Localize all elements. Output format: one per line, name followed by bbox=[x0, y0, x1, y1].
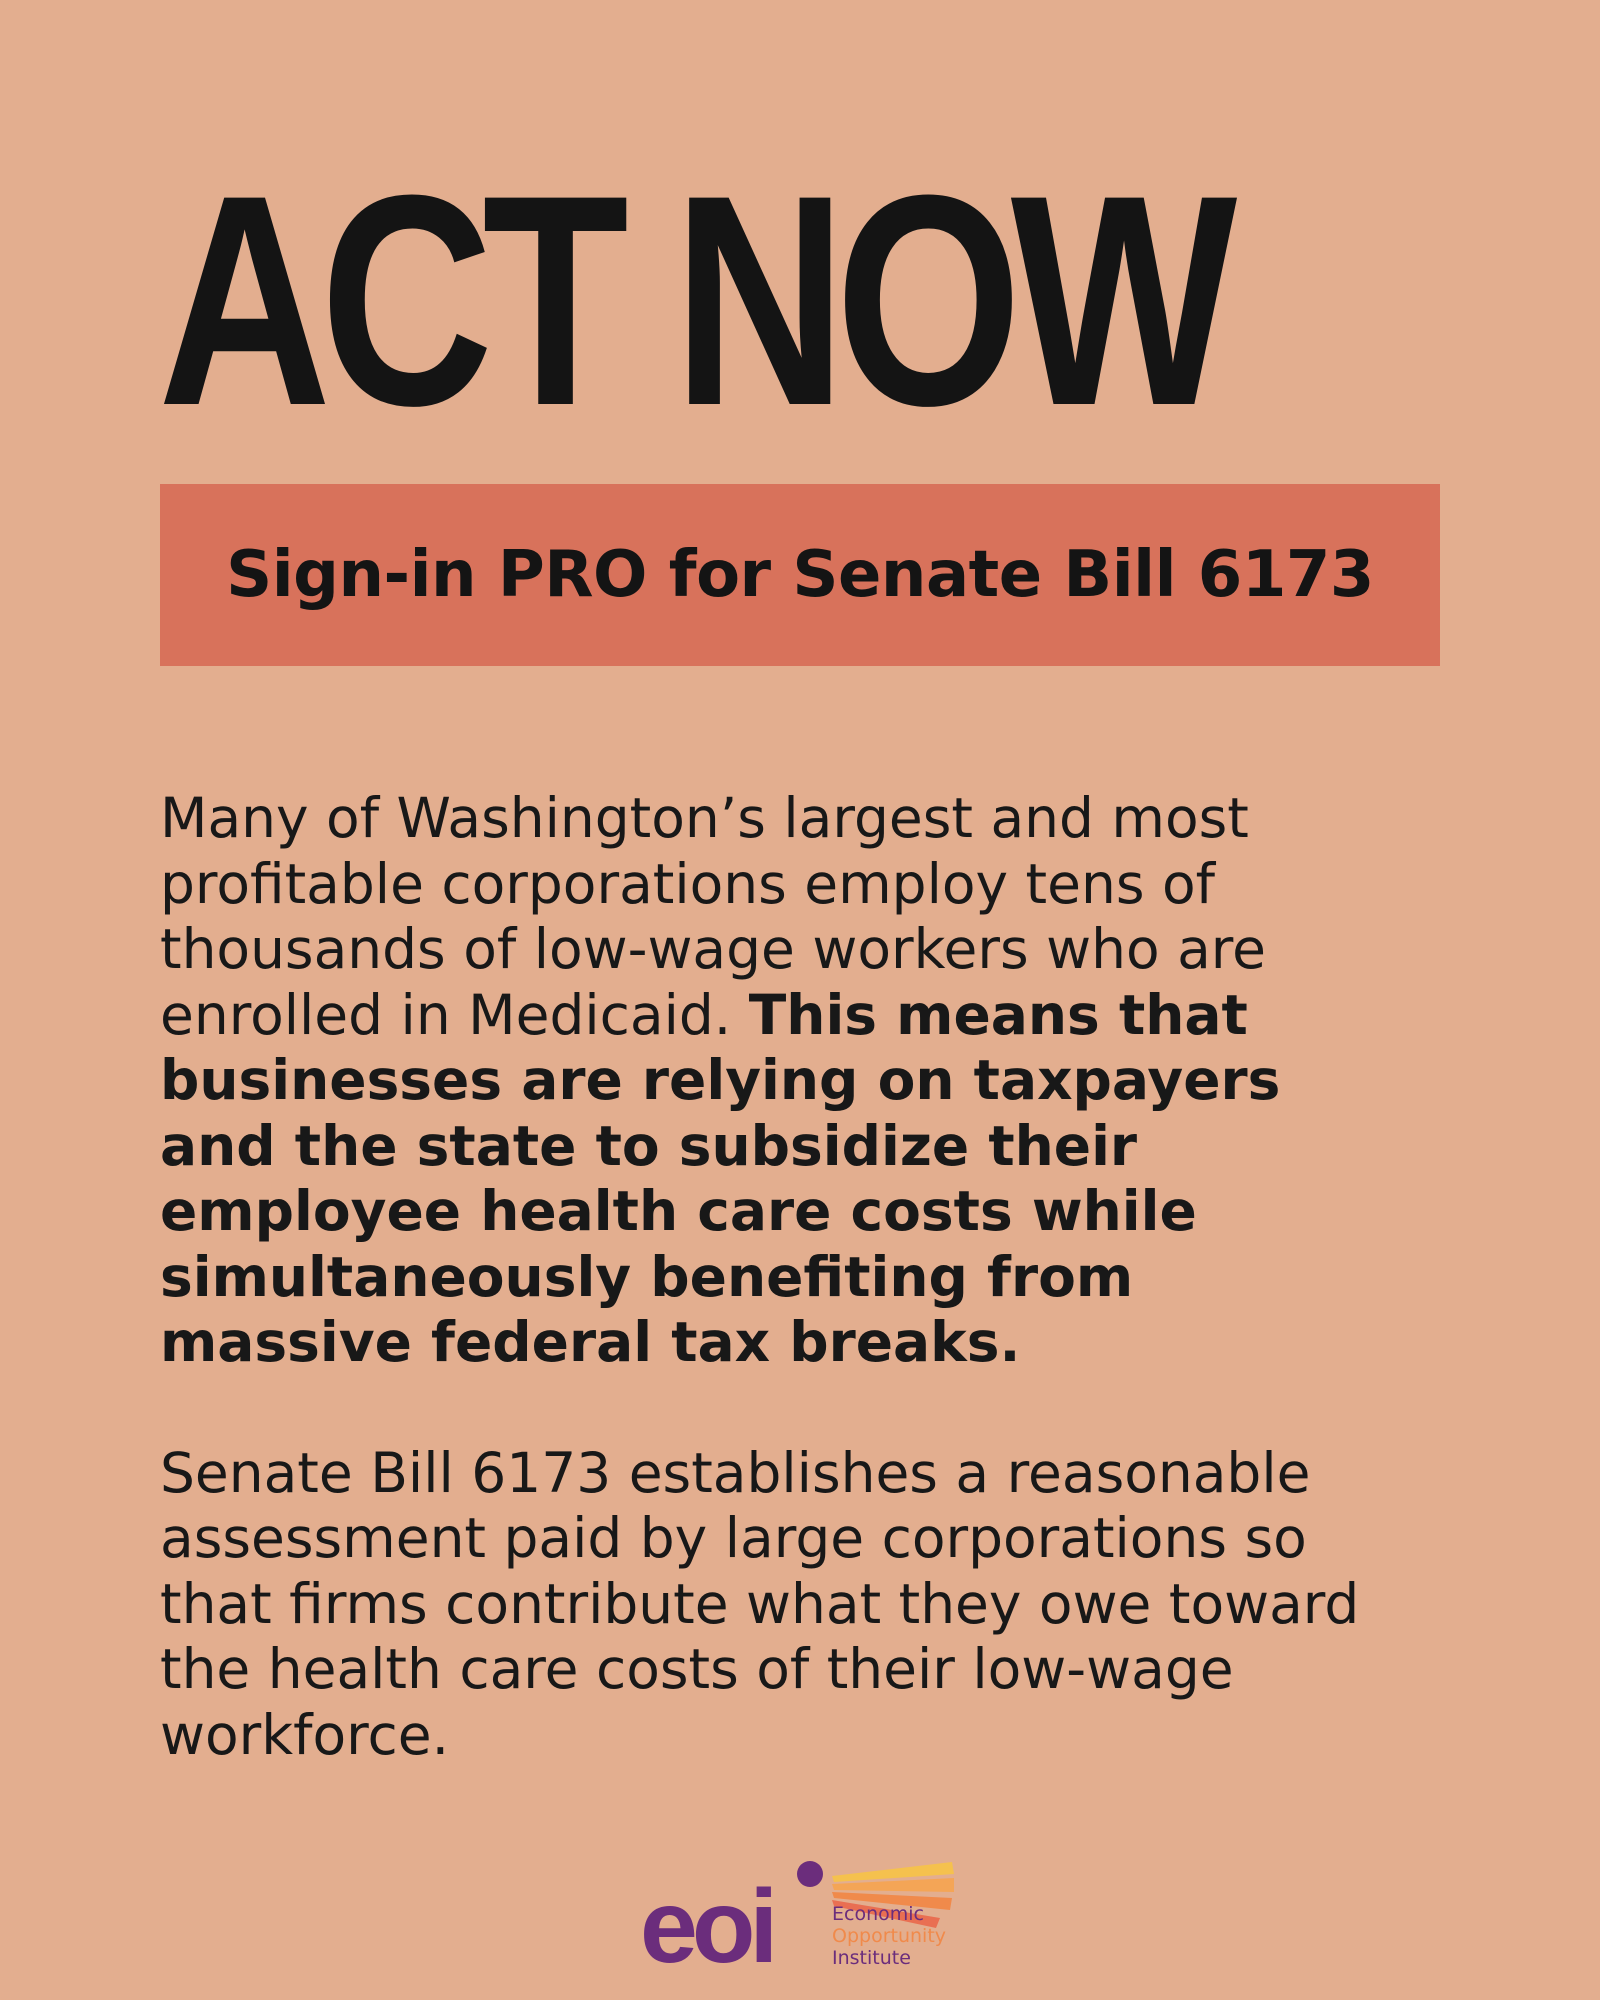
headline-act-now: ACT NOW bbox=[158, 132, 1227, 468]
logo-line-institute: Institute bbox=[832, 1947, 911, 1969]
paragraph-1-bold: This means that businesses are relying on taxpayers and the state to subsidize their employee health care costs while simultaneously benefiting from massive federal tax breaks. bbox=[160, 982, 1281, 1374]
logo-line-opportunity: Opportunity bbox=[832, 1925, 947, 1947]
banner-text: Sign-in PRO for Senate Bill 6173 bbox=[226, 538, 1374, 612]
paragraph-1-regular: Many of Washington’s largest and most profitable corporations employ tens of thousands of low-wage workers who are enrolled in Medicaid. bbox=[160, 786, 1267, 1047]
bill-banner bbox=[160, 484, 1440, 666]
eoi-logo-mark bbox=[640, 1840, 960, 1970]
eoi-logo bbox=[640, 1840, 960, 1970]
body-copy bbox=[160, 786, 1390, 1768]
logo-mark-text: eoi bbox=[640, 1869, 773, 1970]
paragraph-1 bbox=[160, 786, 1390, 1376]
logo-line-economic: Economic bbox=[832, 1903, 924, 1925]
paragraph-2: Senate Bill 6173 establishes a reasonable assessment paid by large corporations so that firms contribute what they owe toward the health care costs of their low-wage workforce. bbox=[160, 1440, 1360, 1767]
